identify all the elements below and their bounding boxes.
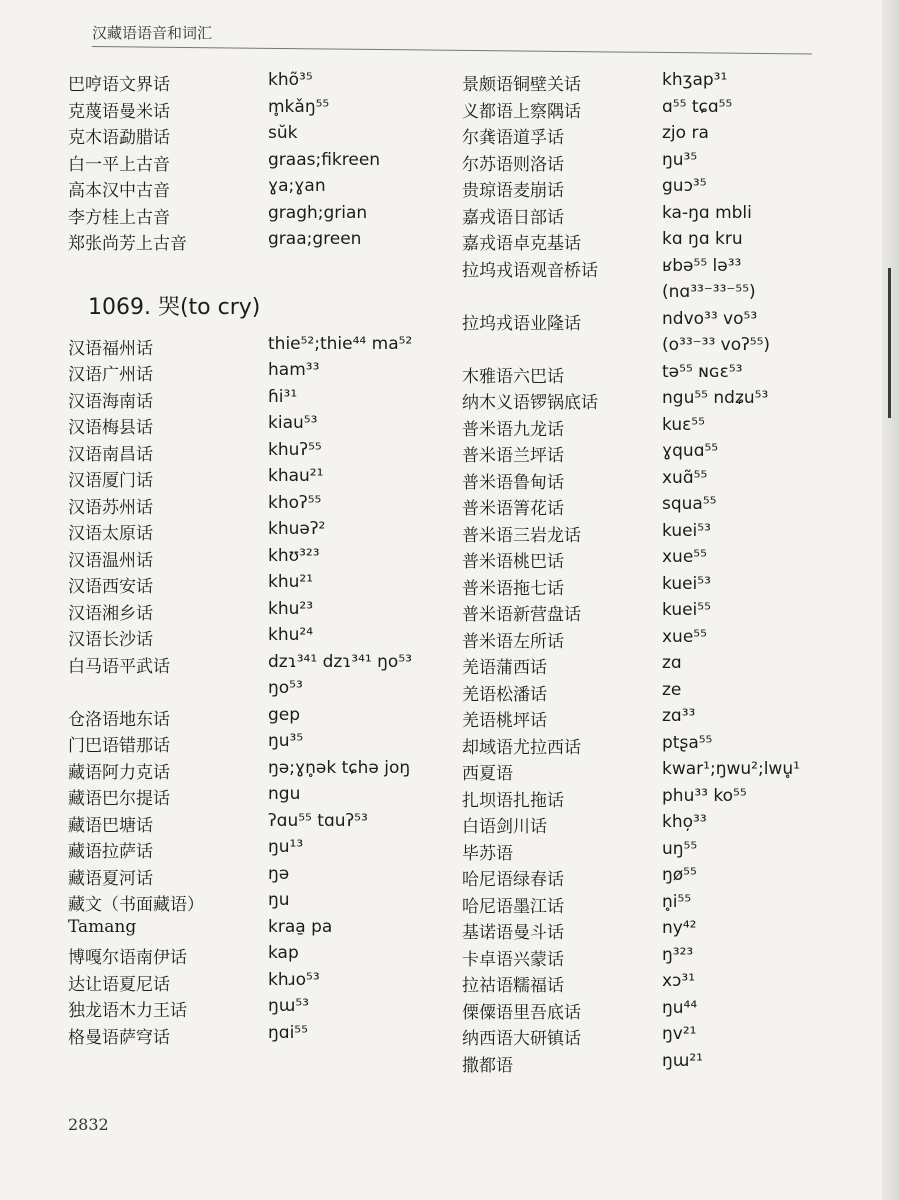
word-form: ham³³ [268, 360, 320, 380]
entry-row [68, 1023, 458, 1050]
word-form: xuɑ̃⁵⁵ [662, 467, 708, 488]
word-form: ngu⁵⁵ ndʑu⁵³ [662, 388, 769, 408]
word-form: ɣquɑ⁵⁵ [662, 441, 719, 461]
entry-row [68, 466, 458, 493]
language-name: 羌语桃坪话 [462, 711, 547, 731]
entry-row [68, 440, 458, 467]
language-name: 藏语夏河话 [68, 868, 153, 889]
language-name: 撒都语 [462, 1055, 513, 1076]
word-form: ngu [268, 784, 301, 804]
language-name: 郑张尚芳上古音 [68, 234, 187, 254]
word-form: xɔ³¹ [662, 971, 696, 991]
entry-row [68, 123, 458, 150]
language-name: 门巴语错那话 [68, 736, 170, 756]
entry-row [68, 546, 458, 573]
language-name: 白一平上古音 [68, 154, 170, 175]
word-form: khʊ³²³ [268, 545, 320, 566]
word-form: gep [268, 704, 301, 725]
word-form: uŋ⁵⁵ [662, 838, 698, 859]
entry-row [68, 229, 458, 256]
entry-row [462, 680, 862, 707]
right-entries [462, 70, 862, 1077]
word-form: ŋo⁵³ [268, 678, 303, 698]
language-name: 普米语九龙话 [462, 419, 564, 440]
word-form: ptʂa⁵⁵ [662, 732, 713, 753]
entry-row [68, 97, 458, 124]
left-main-entries [68, 334, 458, 1050]
header-rule [92, 46, 812, 55]
running-head: 汉藏语语音和词汇 [92, 24, 213, 42]
entry-row [68, 334, 458, 361]
word-form: ndvo³³ vo⁵³ [662, 308, 758, 329]
language-name: 克蔑语曼米话 [68, 101, 170, 122]
word-form: khu²¹ [268, 572, 314, 592]
language-name: Tamang [68, 916, 137, 937]
entry-row [462, 388, 862, 415]
word-form: ɦi³¹ [268, 386, 298, 407]
word-form: ʁbə⁵⁵ lə³³ [662, 255, 742, 276]
page-number: 2832 [68, 1115, 109, 1134]
entry-row [462, 812, 862, 839]
word-form: ʔɑu⁵⁵ tɑuʔ⁵³ [268, 810, 368, 831]
language-name: 哈尼语墨江话 [462, 896, 564, 917]
word-form: squa⁵⁵ [662, 494, 717, 514]
entry-row [462, 759, 862, 786]
language-name: 普米语新营盘话 [462, 605, 581, 625]
entry-row [462, 600, 862, 627]
language-name: 普米语三岩龙话 [462, 525, 581, 546]
entry-row [68, 811, 458, 838]
entry-row [68, 917, 458, 944]
entry-row [68, 519, 458, 546]
entry-row [462, 627, 862, 654]
word-form: ŋu⁴⁴ [662, 997, 698, 1018]
word-form: thie⁵²;thie⁴⁴ ma⁵² [268, 333, 413, 354]
word-form: zjo ra [662, 123, 709, 143]
entry-row [68, 784, 458, 811]
entry-row [68, 150, 458, 177]
language-name: 普米语拖七话 [462, 578, 564, 599]
entry-row [462, 1051, 862, 1078]
language-name: 基诺语曼斗话 [462, 923, 564, 943]
word-form: zɑ [662, 653, 682, 673]
language-name: 贵琼语麦崩话 [462, 181, 564, 201]
word-form: ɣa;ɣan [268, 176, 326, 196]
language-name: 汉语苏州话 [68, 497, 153, 518]
word-form: khoʔ⁵⁵ [268, 492, 322, 513]
language-name: 拉祜语糯福话 [462, 976, 564, 996]
entry-row [462, 945, 862, 972]
language-name: 纳木义语锣锅底话 [462, 393, 598, 413]
language-name: 嘉戎语卓克基话 [462, 234, 581, 254]
entry-row [68, 864, 458, 891]
word-form: ŋu³⁵ [268, 731, 304, 751]
entry-row [462, 70, 862, 97]
entry-row [462, 918, 862, 945]
word-form: ŋu [268, 890, 290, 910]
word-form: ɑ⁵⁵ tɕɑ⁵⁵ [662, 96, 733, 117]
language-name: 汉语福州话 [68, 338, 153, 359]
word-form: kuei⁵⁵ [662, 600, 711, 620]
language-name: 李方桂上古音 [68, 207, 170, 228]
language-name: 却域语尤拉西话 [462, 737, 581, 758]
word-form: ŋ³²³ [662, 944, 694, 965]
word-form: ŋu³⁵ [662, 149, 698, 170]
word-form: xue⁵⁵ [662, 547, 707, 567]
entry-row [462, 256, 862, 283]
word-form: graa;green [268, 229, 362, 249]
word-form: kuɛ⁵⁵ [662, 414, 705, 435]
entry-row [462, 998, 862, 1025]
entry-row [462, 415, 862, 442]
entry-row [68, 943, 458, 970]
entry-row [68, 625, 458, 652]
language-name: 汉语湘乡话 [68, 603, 153, 624]
entry-row [462, 1024, 862, 1051]
entry-row [68, 890, 458, 917]
word-form: khu²³ [268, 598, 314, 619]
word-form: khuʔ⁵⁵ [268, 439, 322, 460]
language-name: 汉语梅县话 [68, 418, 153, 438]
language-name: 普米语兰坪话 [462, 446, 564, 466]
word-form: zɑ³³ [662, 706, 696, 726]
language-name: 景颇语铜壁关话 [462, 75, 581, 95]
word-form: dzɿ³⁴¹ dzɿ³⁴¹ ŋo⁵³ [268, 651, 412, 672]
word-form: m̥kǎŋ⁵⁵ [268, 96, 330, 117]
entry-row [462, 865, 862, 892]
language-name: 藏语巴塘话 [68, 815, 153, 836]
entry-row [462, 786, 862, 813]
word-form: ny⁴² [662, 918, 697, 938]
entry-row [68, 413, 458, 440]
language-name: 克木语勐腊话 [68, 128, 170, 148]
language-name: 藏语拉萨话 [68, 842, 153, 862]
word-form: kuei⁵³ [662, 520, 711, 541]
word-form: khɹo⁵³ [268, 969, 320, 990]
entry-row [462, 733, 862, 760]
entry-row [462, 574, 862, 601]
word-form: kuei⁵³ [662, 573, 711, 594]
entry-row [462, 706, 862, 733]
entry-row [462, 309, 862, 336]
entry-row [68, 837, 458, 864]
word-form: kraa̱ pa [268, 916, 333, 937]
word-form: ŋə [268, 863, 290, 884]
entry-row [68, 970, 458, 997]
word-form: gragh;grian [268, 202, 368, 223]
word-form: sŭk [268, 123, 298, 143]
word-form: ŋø⁵⁵ [662, 865, 697, 885]
word-form: ŋɑi⁵⁵ [268, 1022, 308, 1043]
word-form: ze [662, 679, 682, 700]
entry-row [462, 123, 862, 150]
word-form: phu³³ ko⁵⁵ [662, 785, 747, 806]
language-name: 汉语长沙话 [68, 630, 153, 650]
word-form: khuəʔ² [268, 519, 326, 539]
entry-row [462, 892, 862, 919]
word-form: xue⁵⁵ [662, 626, 707, 647]
entry-row [68, 731, 458, 758]
word-form: ŋɯ²¹ [662, 1050, 703, 1071]
language-name: 藏语阿力克话 [68, 762, 170, 783]
word-form: kiau⁵³ [268, 413, 318, 433]
language-name: 普米语箐花话 [462, 499, 564, 519]
entry-row [462, 468, 862, 495]
word-form: ŋɯ⁵³ [268, 996, 309, 1016]
entry-row [68, 70, 458, 97]
word-form: guɔ³⁵ [662, 176, 707, 196]
entry-row [68, 705, 458, 732]
language-name: 汉语厦门话 [68, 471, 153, 491]
entry-row [462, 521, 862, 548]
word-form: n̥i⁵⁵ [662, 891, 692, 912]
word-form: ŋu¹³ [268, 837, 304, 857]
word-form: tə⁵⁵ ɴɢɛ⁵³ [662, 361, 743, 382]
entry-row [68, 493, 458, 520]
entry-row [462, 441, 862, 468]
language-name: 普米语鲁甸话 [462, 472, 564, 493]
entry-row [462, 971, 862, 998]
language-name: 白马语平武话 [68, 656, 170, 677]
language-name: 卡卓语兴蒙话 [462, 949, 564, 970]
entry-row [462, 839, 862, 866]
entry-row [68, 360, 458, 387]
page-edge [882, 0, 900, 1200]
language-name: 尔龚语道孚话 [462, 128, 564, 148]
right-column [462, 70, 862, 1077]
entry-row [462, 547, 862, 574]
word-form: khʒap³¹ [662, 70, 728, 90]
word-form: khu²⁴ [268, 625, 314, 645]
language-name: 羌语松潘话 [462, 684, 547, 705]
entry-row [462, 203, 862, 230]
language-name: 汉语南昌话 [68, 444, 153, 465]
entry-heading: 1069. 哭(to cry) [88, 294, 261, 320]
edge-mark [888, 268, 891, 418]
language-name: 尔苏语则洛话 [462, 154, 564, 175]
entry-row [68, 652, 458, 679]
word-form: kwar¹;ŋwu²;lwu̥¹ [662, 759, 800, 779]
entry-row [68, 572, 458, 599]
language-name: 藏语巴尔提话 [68, 789, 170, 809]
language-name: 汉语广州话 [68, 365, 153, 385]
language-name: 博嘎尔语南伊话 [68, 948, 187, 968]
language-name: 汉语温州话 [68, 550, 153, 571]
language-name: 藏文（书面藏语） [68, 895, 204, 915]
entry-row [462, 176, 862, 203]
left-column [68, 70, 458, 1049]
language-name: 西夏语 [462, 764, 513, 784]
language-name: 嘉戎语日部话 [462, 207, 564, 228]
language-name: 扎坝语扎拖话 [462, 790, 564, 811]
entry-row [462, 653, 862, 680]
language-name: 汉语西安话 [68, 577, 153, 597]
word-form: ŋv²¹ [662, 1024, 697, 1044]
entry-row [68, 599, 458, 626]
entry-row [68, 758, 458, 785]
entry-row [68, 996, 458, 1023]
language-name: 哈尼语绿春话 [462, 870, 564, 890]
language-name: 羌语蒲西话 [462, 658, 547, 678]
language-name: 纳西语大研镇话 [462, 1029, 581, 1049]
entry-row [462, 362, 862, 389]
entry-row [462, 335, 862, 362]
language-name: 汉语海南话 [68, 391, 153, 412]
language-name: 高本汉中古音 [68, 181, 170, 201]
word-form: kap [268, 943, 299, 963]
entry-row [68, 387, 458, 414]
language-name: 毕苏语 [462, 843, 513, 864]
entry-row [68, 678, 458, 705]
language-name: 傈僳语里吾底话 [462, 1002, 581, 1023]
word-form: (nɑ³³⁻³³⁻⁵⁵) [662, 282, 756, 302]
word-form: ka-ŋɑ mbli [662, 202, 752, 223]
language-name: 拉坞戎语业隆话 [462, 313, 581, 334]
word-form: kho̦³³ [662, 812, 707, 832]
language-name: 仓洛语地东话 [68, 709, 170, 730]
entry-row [462, 150, 862, 177]
left-top-entries [68, 70, 458, 256]
entry-row [462, 97, 862, 124]
word-form: khõ³⁵ [268, 70, 313, 90]
language-name: 格曼语萨穹话 [68, 1027, 170, 1048]
word-form: kɑ ŋɑ kru [662, 229, 743, 249]
spacer [68, 256, 458, 282]
word-form: ŋə;ɣn̥ək tɕhə joŋ [268, 757, 411, 778]
language-name: 义都语上察隅话 [462, 101, 581, 122]
entry-row [68, 176, 458, 203]
language-name: 普米语桃巴话 [462, 552, 564, 572]
entry-row [462, 494, 862, 521]
language-name: 白语剑川话 [462, 817, 547, 837]
language-name: 巴哼语文界话 [68, 75, 170, 95]
word-form: khau²¹ [268, 466, 324, 486]
entry-row [68, 203, 458, 230]
word-form: (o³³⁻³³ voʔ⁵⁵) [662, 335, 771, 355]
language-name: 汉语太原话 [68, 524, 153, 544]
entry-row [462, 282, 862, 309]
language-name: 独龙语木力王话 [68, 1001, 187, 1021]
entry-row [462, 229, 862, 256]
language-name: 拉坞戎语观音桥话 [462, 260, 598, 281]
word-form: graas;fikreen [268, 149, 381, 170]
language-name: 达让语夏尼话 [68, 974, 170, 995]
language-name: 木雅语六巴话 [462, 366, 564, 387]
language-name: 普米语左所话 [462, 631, 564, 652]
